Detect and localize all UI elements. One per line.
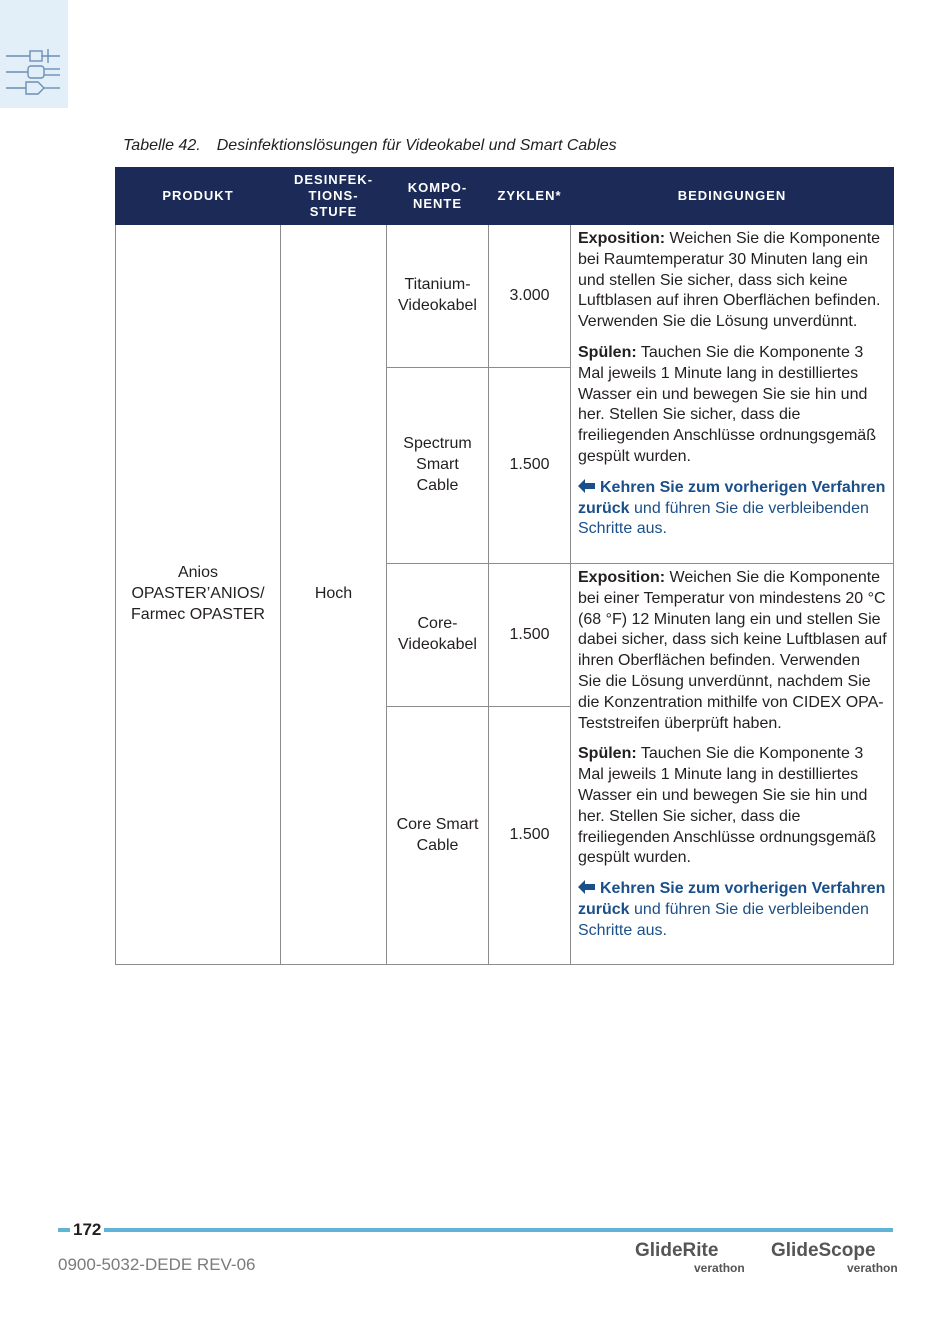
document-id: 0900-5032-DEDE REV-06 (58, 1255, 256, 1274)
footer-rule-left (58, 1228, 70, 1232)
conditions-cell (571, 225, 894, 564)
header-zyklen: ZYKLEN* (489, 168, 571, 225)
component-cell (387, 368, 489, 564)
page-number: 172 (73, 1220, 102, 1239)
return-link-text: und führen Sie die verbleibenden Schritte aus. (578, 499, 869, 538)
component-name: Core- Videokabel (398, 615, 477, 653)
component-cell (387, 564, 489, 707)
header-komponente (387, 168, 489, 225)
exposure-text: Weichen Sie die Komponente bei einer Temperatur von mindestens 20 °C (68 °F) 12 Minuten lang ein und stellen Sie dabei sicher, dass sich keine Luftblasen auf ihren Oberflächen befinden. Verwenden Sie die Lösung unverdünnt, nachdem Sie die Konzentration mithilfe von CIDEX OPA-Teststreifen überprüft haben. (578, 569, 887, 732)
rinse-label: Spülen: (578, 745, 637, 763)
disinfection-level: Hoch (314, 585, 353, 603)
product-name: Anios OPASTER’ANIOS/ Farmec OPASTER (131, 564, 265, 623)
gliderite-logo-sub: verathon (694, 1261, 745, 1275)
table-caption (123, 137, 617, 155)
component-cell (387, 225, 489, 368)
rinse-text: Tauchen Sie die Komponente 3 Mal jeweils 1 Minute lang in destilliertes Wasser ein und bewegen Sie sie hin und her. Stellen Sie sicher, dass die freiliegenden Anschlüsse ordnungsgemäß gespült wurden. (578, 745, 876, 867)
product-cell (116, 225, 281, 965)
cycles-value: 1.500 (509, 625, 550, 643)
header-stufe-label: DESINFEK- TIONS- STUFE (293, 172, 374, 219)
table-number: Tabelle 42. (123, 137, 201, 154)
rinse-text: Tauchen Sie die Komponente 3 Mal jeweils 1 Minute lang in destilliertes Wasser ein und bewegen Sie sie hin und her. Stellen Sie sicher, dass die freiliegenden Anschlüsse ordnungsgemäß gespült wurden. (578, 343, 876, 465)
exposure-label: Exposition: (578, 569, 666, 586)
arrow-left-icon (578, 479, 596, 493)
return-link-bold: Kehren Sie zum vorherigen Verfahren zurück (578, 880, 886, 918)
arrow-left-icon (578, 880, 596, 894)
table-title: Desinfektionslösungen für Videokabel und Smart Cables (216, 137, 617, 154)
header-komponente-label: KOMPO- NENTE (407, 180, 468, 211)
footer-rule (104, 1228, 893, 1232)
glidescope-logo-sub: verathon (847, 1261, 898, 1275)
return-link[interactable] (578, 478, 887, 540)
cycles-value: 1.500 (509, 456, 550, 474)
disinfection-table (115, 167, 894, 965)
level-cell (281, 225, 387, 965)
rinse-paragraph (578, 744, 887, 869)
component-cell (387, 707, 489, 965)
section-tab (0, 0, 68, 108)
exposure-paragraph (578, 229, 887, 333)
exposure-label: Exposition: (578, 230, 666, 247)
return-link-bold: Kehren Sie zum vorherigen Verfahren zurück (578, 478, 886, 517)
component-name: Titanium- Videokabel (398, 276, 477, 314)
exposure-text: Weichen Sie die Komponente bei Raumtemperatur 30 Minuten lang ein und stellen Sie sicher, dass sich keine Luftblasen auf ihren Oberflächen befinden. Verwenden Sie die Lösung unverdünnt. (578, 230, 881, 331)
cable-connectors-icon (4, 44, 62, 100)
cycles-cell (489, 225, 571, 368)
table-row (116, 225, 894, 368)
header-row (116, 168, 894, 225)
cycles-cell (489, 564, 571, 707)
return-link[interactable] (578, 879, 887, 941)
component-name: Core Smart Cable (396, 815, 479, 854)
header-stufe (281, 168, 387, 225)
cycles-value: 3.000 (509, 286, 550, 304)
rinse-paragraph (578, 343, 887, 468)
exposure-paragraph (578, 568, 887, 734)
rinse-label: Spülen: (578, 343, 637, 361)
glidescope-logo: GlideScope (771, 1240, 876, 1261)
cycles-cell (489, 368, 571, 564)
header-produkt: PRODUKT (116, 168, 281, 225)
cycles-cell (489, 707, 571, 965)
header-bedingungen: BEDINGUNGEN (571, 168, 894, 225)
component-name: Spectrum Smart Cable (403, 435, 472, 494)
gliderite-logo: GlideRite (635, 1240, 719, 1261)
cycles-value: 1.500 (509, 826, 550, 844)
return-link-text: und führen Sie die verbleibenden Schritte aus. (578, 900, 869, 939)
conditions-cell (571, 564, 894, 965)
